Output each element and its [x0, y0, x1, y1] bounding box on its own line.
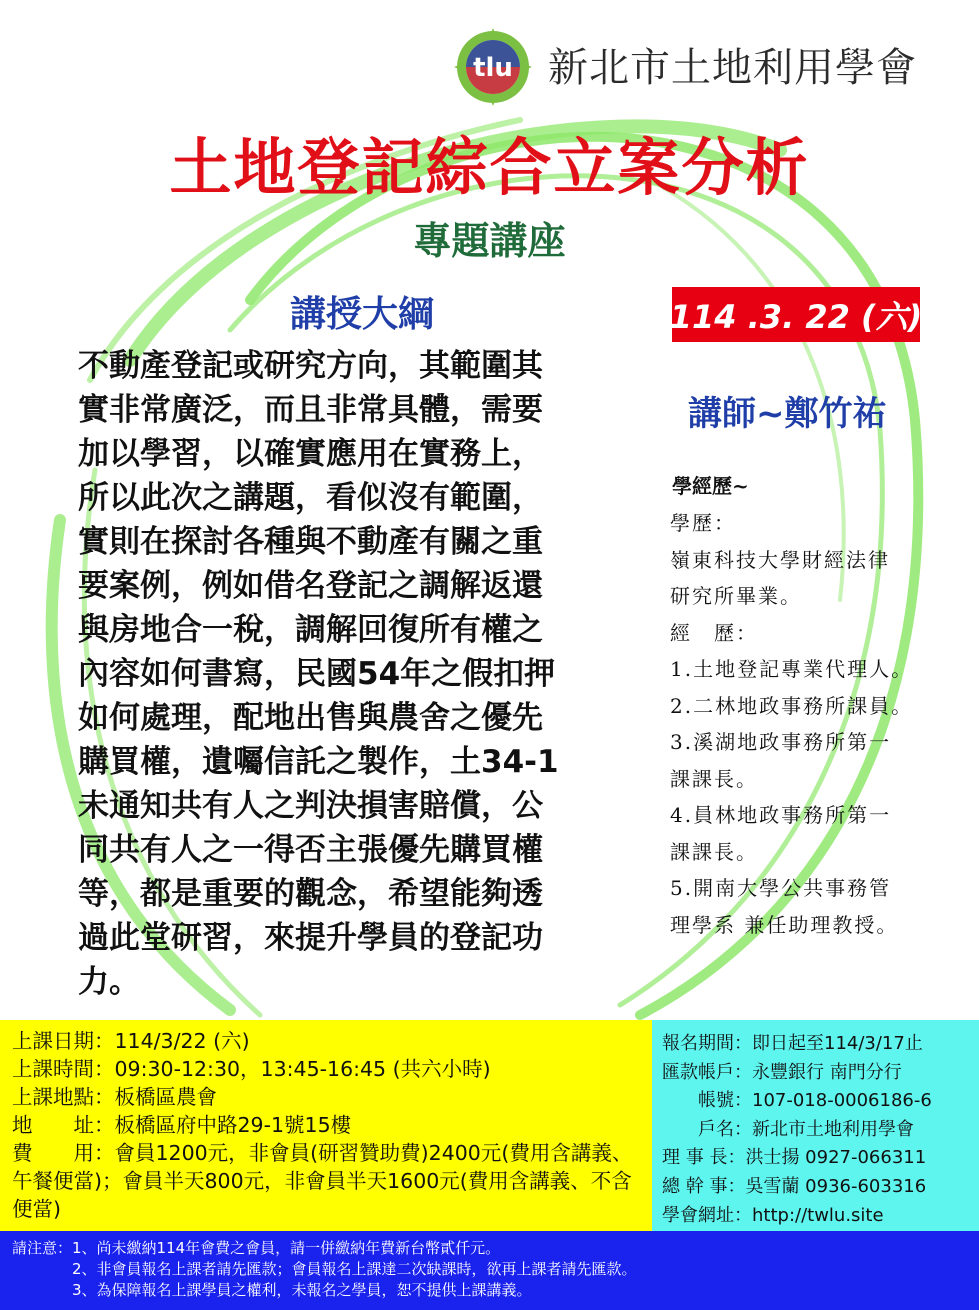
- secretary-contact: 總 幹 事：吳雪蘭 0936-603316: [662, 1175, 927, 1197]
- bio-line: 4.員林地政事務所第一: [670, 803, 892, 827]
- outline-line: 實非常廣泛，而且非常具體，需要: [78, 392, 543, 428]
- outline-line: 同共有人之一得否主張優先購買權: [78, 832, 543, 868]
- outline-line: 購買權，遺囑信託之製作，土34-1: [78, 744, 559, 780]
- registration-period: 報名期間：即日起至114/3/17止: [662, 1033, 923, 1054]
- logo-text: tlu: [473, 53, 513, 83]
- date-badge-text: 114 .3. 22 (六): [669, 297, 923, 336]
- course-date: 上課日期：114/3/22 (六): [12, 1029, 250, 1053]
- outline-body: [78, 344, 638, 1004]
- outline-line: 過此堂研習，來提升學員的登記功: [78, 920, 543, 956]
- outline-line: 未通知共有人之判決損害賠償，公: [78, 788, 543, 824]
- bio-line: 嶺東科技大學財經法律: [670, 547, 890, 572]
- bio-line: 經 歷：: [670, 620, 758, 645]
- course-venue: 上課地點：板橋區農會: [12, 1085, 217, 1109]
- lecturer-bio: [670, 505, 970, 943]
- page-title: 土地登記綜合立案分析: [169, 131, 810, 204]
- bio-line: 課課長。: [670, 766, 758, 791]
- outline-line: 等，都是重要的觀念，希望能夠透: [78, 876, 543, 912]
- bio-line: 3.溪湖地政事務所第一: [670, 730, 892, 754]
- note-line: 3、為保障報名上課學員之權利，未報名之學員，恕不提供上課講義。: [12, 1281, 532, 1299]
- remittance-bank: 匯款帳戶：永豐銀行 南門分行: [662, 1061, 902, 1083]
- bio-line: 研究所畢業。: [670, 584, 802, 608]
- bio-line: 理學系 兼任助理教授。: [670, 912, 899, 937]
- organization-name: 新北市土地利用學會: [548, 45, 917, 91]
- note-line: 2、非會員報名上課者請先匯款；會員報名上課達二次缺課時，欲再上課者請先匯款。: [12, 1260, 637, 1278]
- bio-heading: 學經歷~: [672, 474, 749, 498]
- outline-line: 內容如何書寫，民國54年之假扣押: [78, 656, 556, 692]
- bio-line: 學歷：: [670, 511, 736, 535]
- outline-line: 所以此次之講題，看似沒有範圍，: [78, 480, 543, 516]
- course-time: 上課時間：09:30-12:30，13:45-16:45 (共六小時): [12, 1057, 491, 1081]
- course-info-text: [12, 1027, 642, 1223]
- note-line: 請注意：1、尚未繳納114年會費之會員，請一併繳納年費新台幣貳仟元。: [12, 1239, 501, 1257]
- registration-text: [662, 1030, 977, 1230]
- outline-heading: 講授大綱: [290, 294, 435, 335]
- account-name: 戶名：新北市土地利用學會: [662, 1118, 914, 1140]
- outline-line: 如何處理，配地出售與農舍之優先: [78, 700, 543, 736]
- bio-line: 1.土地登記專業代理人。: [670, 657, 914, 681]
- account-number: 帳號：107-018-0006186-6: [662, 1090, 932, 1112]
- website-link[interactable]: 學會網址：http://twlu.site: [662, 1204, 884, 1226]
- course-address: 地 址：板橋區府中路29-1號15樓: [12, 1113, 352, 1137]
- tlu-logo: [452, 26, 534, 108]
- outline-line: 力。: [78, 964, 140, 1000]
- bio-line: 2.二林地政事務所課員。: [670, 693, 914, 718]
- date-badge: [669, 287, 923, 342]
- outline-line: 與房地合一稅，調解回復所有權之: [78, 612, 543, 648]
- chairman-contact: 理 事 長：洪士揚 0927-066311: [662, 1147, 927, 1169]
- outline-line: 要案例，例如借名登記之調解返還: [78, 568, 543, 604]
- course-fee: 費 用：會員1200元，非會員(研習贊助費)2400元(費用含講義、午餐便當)；會員半天800元，非會員半天1600元(費用含講義、不含便當): [12, 1141, 633, 1221]
- bio-line: 課課長。: [670, 839, 758, 864]
- bio-line: 5.開南大學公共事務管: [670, 876, 892, 900]
- lecturer-name: 講師~鄭竹祐: [688, 394, 887, 434]
- page-subtitle: 專題講座: [413, 219, 566, 263]
- notes-text: [12, 1238, 637, 1301]
- outline-line: 加以學習，以確實應用在實務上，: [78, 436, 543, 472]
- outline-line: 實則在探討各種與不動產有關之重: [78, 524, 543, 560]
- outline-line: 不動產登記或研究方向，其範圍其: [78, 348, 543, 384]
